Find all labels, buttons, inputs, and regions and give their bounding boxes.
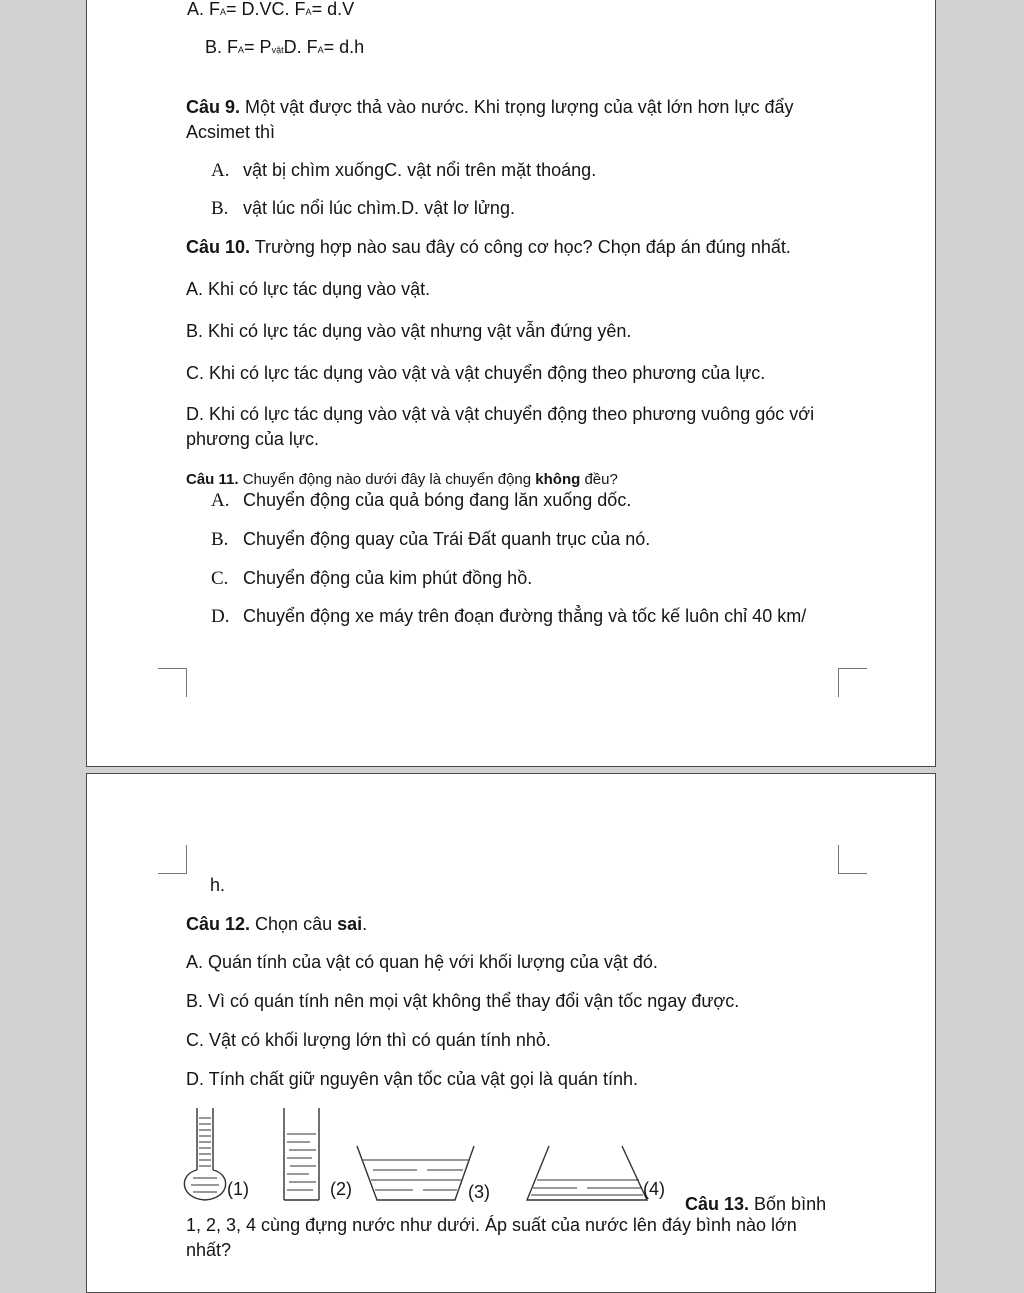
q10-option-a: A. Khi có lực tác dụng vào vật. [186, 279, 431, 299]
margin-corner-mark [838, 668, 867, 697]
q11-option-a: A. Chuyển động của quả bóng đang lăn xuống dốc. [211, 490, 632, 511]
q12-option-c: C. Vật có khối lượng lớn thì có quán tính nhỏ. [186, 1030, 551, 1050]
q12-question: Câu 12. Chọn câu sai. [186, 914, 368, 934]
q13-label: Câu 13. [685, 1194, 750, 1214]
q10-option-c: C. Khi có lực tác dụng vào vật và vật chuyển động theo phương của lực. [186, 363, 766, 383]
document-page-2 [86, 773, 936, 1293]
q11-option-d: D. Chuyển động xe máy trên đoạn đường thẳng và tốc kế luôn chỉ 40 km/ [211, 606, 807, 627]
continued-text: h. [210, 875, 226, 895]
document-page-1 [86, 0, 936, 767]
q11-option-b: B. Chuyển động quay của Trái Đất quanh trục của nó. [211, 529, 651, 550]
q12-option-b: B. Vì có quán tính nên mọi vật không thể thay đổi vận tốc ngay được. [186, 991, 740, 1011]
q9-option-b: B. vật lúc nổi lúc chìm.D. vật lơ lửng. [211, 198, 515, 219]
q9-question: Câu 9. Một vật được thả vào nước. Khi trọng lượng của vật lớn hơn lực đẩy Acsimet thì [186, 97, 794, 142]
vessel-4 [527, 1146, 647, 1200]
margin-corner-mark [838, 845, 867, 874]
vessel-1 [184, 1108, 225, 1200]
four-vessels-figure [177, 1102, 697, 1217]
margin-corner-mark [158, 668, 187, 697]
q10-option-d: D. Khi có lực tác dụng vào vật và vật chuyển động theo phương vuông góc với phương của lực. [186, 404, 815, 449]
q13-question-rest: 1, 2, 3, 4 cùng đựng nước như dưới. Áp suất của nước lên đáy bình nào lớn nhất? [186, 1215, 797, 1260]
q9-option-a: A. vật bị chìm xuốngC. vật nổi trên mặt thoáng. [211, 160, 597, 181]
q9-label: Câu 9. [186, 97, 241, 117]
q8-option-line-1: A. FA= D.VC. FA= d.V [187, 0, 355, 19]
q12-option-a: A. Quán tính của vật có quan hệ với khối lượng của vật đó. [186, 952, 658, 972]
q12-option-d: D. Tính chất giữ nguyên vận tốc của vật gọi là quán tính. [186, 1069, 639, 1089]
vessel-2-label: (2) [330, 1179, 352, 1199]
vessel-2 [284, 1108, 319, 1200]
margin-corner-mark [158, 845, 187, 874]
q11-question: Câu 11. Chuyển động nào dưới đây là chuyển động không đều? [186, 471, 618, 488]
q10-question: Câu 10. Trường hợp nào sau đây có công cơ học? Chọn đáp án đúng nhất. [186, 237, 791, 257]
vessel-4-label: (4) [643, 1179, 665, 1199]
q11-label: Câu 11. [186, 471, 239, 488]
q12-label: Câu 12. [186, 914, 251, 934]
q10-option-b: B. Khi có lực tác dụng vào vật nhưng vật vẫn đứng yên. [186, 321, 632, 341]
vessel-1-label: (1) [227, 1179, 249, 1199]
q11-option-c: C. Chuyển động của kim phút đồng hồ. [211, 568, 533, 589]
q8-option-line-2: B. FA= PvậtD. FA= d.h [205, 37, 365, 57]
q10-label: Câu 10. [186, 237, 251, 257]
q13-question-start: Câu 13. Bốn bình [685, 1194, 827, 1214]
vessel-3-label: (3) [468, 1182, 490, 1202]
vessel-3 [357, 1146, 474, 1200]
